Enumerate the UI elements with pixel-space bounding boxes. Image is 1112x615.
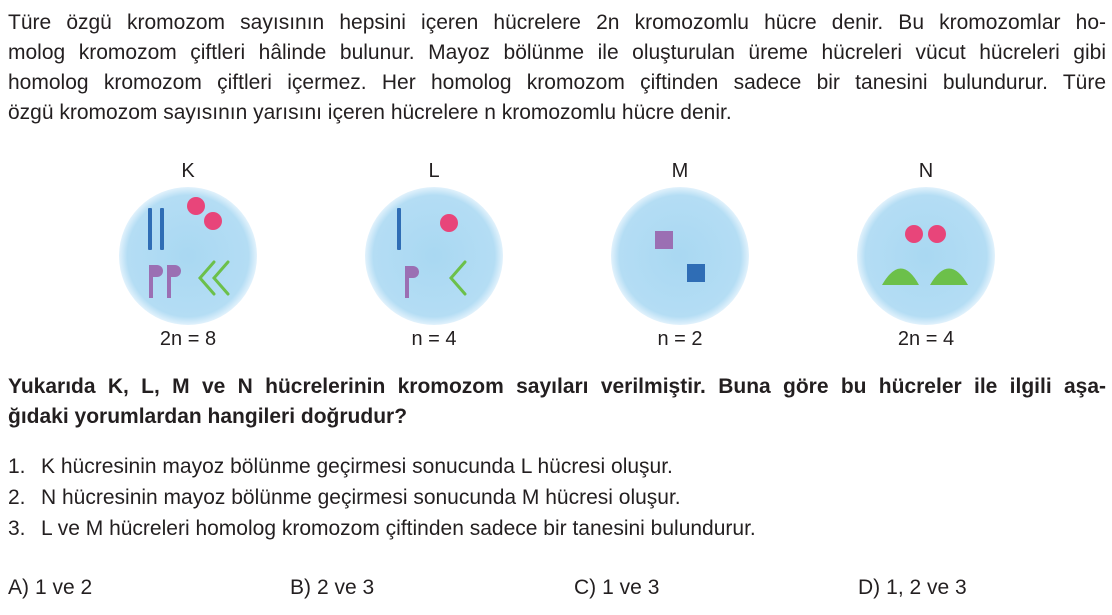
cell-body: [857, 187, 995, 325]
cell-k-diagram: [118, 186, 258, 326]
question-stem: [8, 372, 1106, 432]
cell-body: [365, 187, 503, 325]
question-line: ğıdaki yorumlardan hangileri doğrudur?: [8, 405, 408, 428]
statement-text: K hücresinin mayoz bölünme geçirmesi sonucunda L hücresi oluşur.: [41, 455, 673, 478]
statement-item: [8, 513, 1106, 544]
chromosome-count: 2n = 4: [897, 328, 955, 350]
intro-line: Türe özgü kromozom sayısının hepsini içeren hücrelere 2n kromozomlu hücre denir. Bu kromozomlar ho-: [8, 11, 1106, 34]
chromosome-count: 2n = 8: [159, 328, 217, 350]
cell-label: L: [428, 160, 440, 182]
option-b[interactable]: [290, 576, 374, 600]
blue-chromosome: [397, 208, 401, 250]
option-letter: A): [8, 576, 29, 599]
cell-m: [570, 150, 790, 360]
intro-paragraph: [8, 8, 1106, 128]
chromosome-count: n = 2: [657, 328, 703, 350]
statement-list: [8, 451, 1106, 544]
intro-line: özgü kromozom sayısının yarısını içeren hücrelere n kromozomlu hücre denir.: [8, 101, 732, 124]
option-text: 2 ve 3: [317, 576, 375, 599]
option-letter: C): [574, 576, 597, 599]
chromosome-count: n = 4: [411, 328, 457, 350]
statement-item: [8, 451, 1106, 482]
cell-m-diagram: [610, 186, 750, 326]
option-letter: B): [290, 576, 311, 599]
statement-number: 1.: [8, 455, 26, 478]
cell-body: [611, 187, 749, 325]
statement-number: 2.: [8, 486, 26, 509]
cell-label: M: [671, 160, 689, 182]
answer-options: [0, 576, 1112, 606]
statement-text: L ve M hücreleri homolog kromozom çiftinden sadece bir tanesini bulundurur.: [41, 517, 756, 540]
blue-square-chromosome: [687, 264, 705, 282]
option-text: 1 ve 3: [602, 576, 660, 599]
option-d[interactable]: [858, 576, 967, 600]
cell-k: [78, 150, 298, 360]
statement-text: N hücresinin mayoz bölünme geçirmesi sonucunda M hücresi oluşur.: [41, 486, 681, 509]
option-letter: D): [858, 576, 881, 599]
intro-line: molog kromozom çiftleri hâlinde bulunur. Mayoz bölünme ile oluşturulan üreme hücreleri vücut hücreleri gibi: [8, 41, 1106, 64]
option-text: 1, 2 ve 3: [886, 576, 967, 599]
statement-item: [8, 482, 1106, 513]
option-c[interactable]: [574, 576, 659, 600]
cell-l-diagram: [364, 186, 504, 326]
cell-label: K: [181, 160, 195, 182]
pink-chromosome: [440, 214, 458, 232]
cell-n-diagram: [856, 186, 996, 326]
purple-square-chromosome: [655, 231, 673, 249]
option-a[interactable]: [8, 576, 92, 600]
intro-line: homolog kromozom çiftleri içermez. Her homolog kromozom çiftinden sadece bir tanesini bulundurur. Türe: [8, 71, 1106, 94]
statement-number: 3.: [8, 517, 26, 540]
option-text: 1 ve 2: [35, 576, 93, 599]
question-line: Yukarıda K, L, M ve N hücrelerinin kromozom sayıları verilmiştir. Buna göre bu hücreler ile ilgili aşa-: [8, 375, 1106, 398]
cell-label: N: [918, 160, 934, 182]
cell-l: [324, 150, 544, 360]
cell-n: [816, 150, 1036, 360]
